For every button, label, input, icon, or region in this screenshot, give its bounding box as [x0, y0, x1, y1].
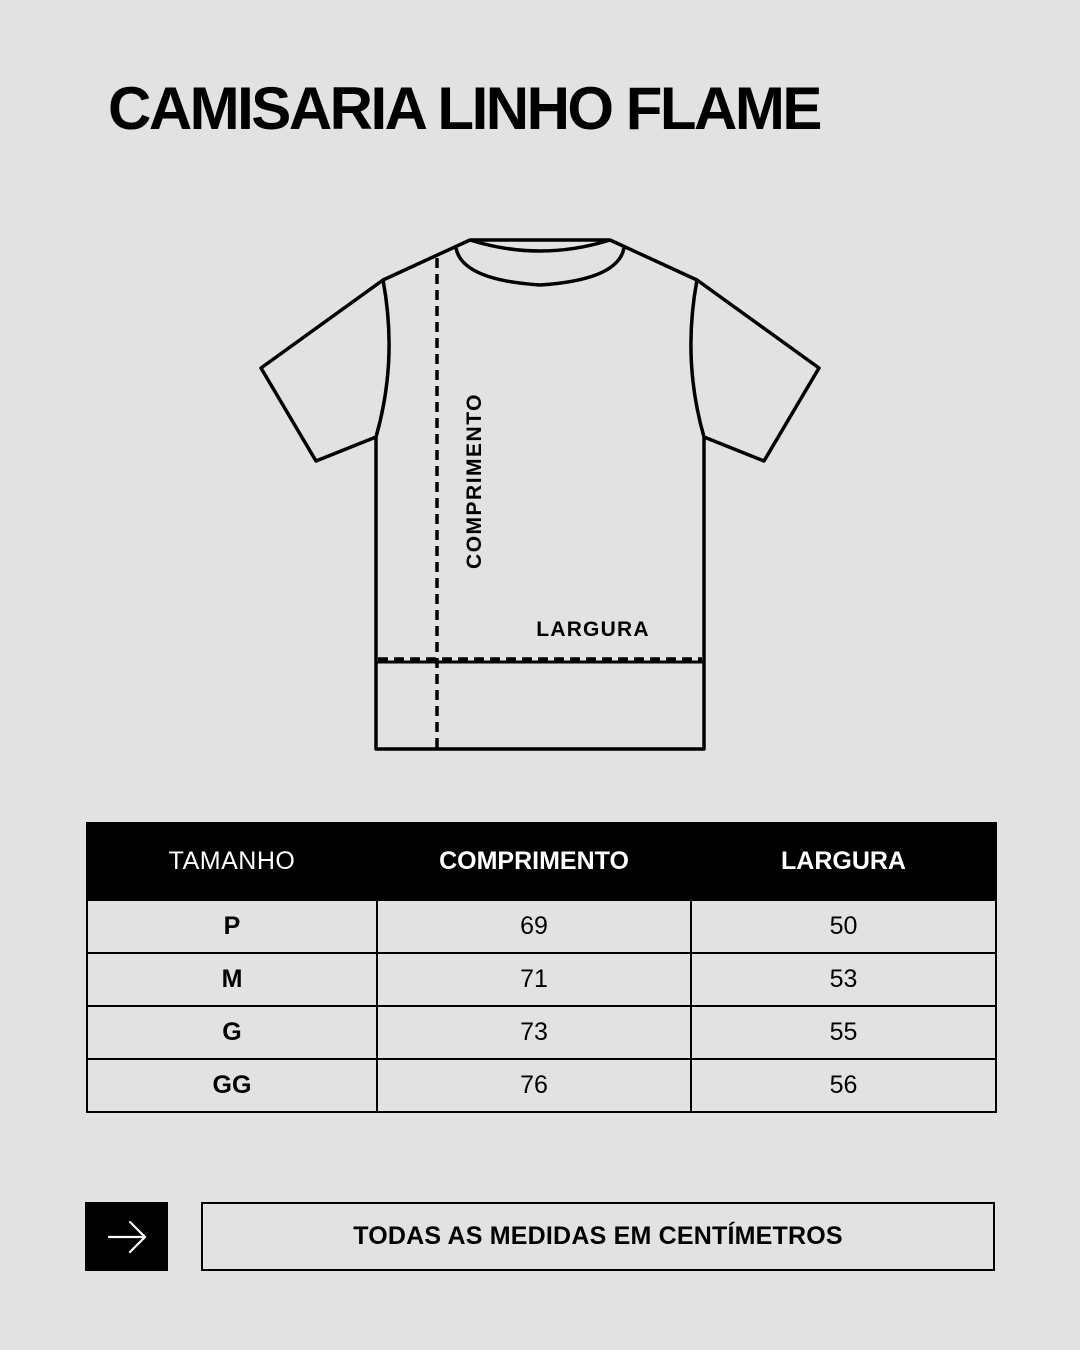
length-cell: 71: [377, 953, 691, 1006]
length-cell: 69: [377, 900, 691, 953]
tshirt-outline-icon: [261, 240, 819, 749]
size-cell: G: [87, 1006, 377, 1059]
length-cell: 76: [377, 1059, 691, 1112]
table-row: [87, 900, 996, 953]
size-cell: M: [87, 953, 377, 1006]
width-label: LARGURA: [536, 618, 650, 641]
measurement-note: [201, 1202, 995, 1271]
measurement-note-text: TODAS AS MEDIDAS EM CENTÍMETROS: [353, 1222, 843, 1250]
size-cell: P: [87, 900, 377, 953]
left-sleeve-seam: [376, 280, 389, 437]
table-row: [87, 953, 996, 1006]
table-header-row: [87, 823, 996, 900]
arrow-box: [85, 1202, 168, 1271]
width-cell: 53: [691, 953, 996, 1006]
arrow-right-icon: [105, 1215, 149, 1259]
length-label: COMPRIMENTO: [463, 393, 486, 569]
page-title: CAMISARIA LINHO FLAME: [108, 75, 820, 142]
column-header-width: LARGURA: [691, 823, 996, 900]
width-cell: 56: [691, 1059, 996, 1112]
length-cell: 73: [377, 1006, 691, 1059]
column-header-length: COMPRIMENTO: [377, 823, 691, 900]
collar-inner: [456, 248, 624, 285]
tshirt-body-outline: [261, 240, 819, 749]
width-cell: 55: [691, 1006, 996, 1059]
table-row: [87, 1006, 996, 1059]
width-cell: 50: [691, 900, 996, 953]
size-cell: GG: [87, 1059, 377, 1112]
table-row: [87, 1059, 996, 1112]
column-header-size: TAMANHO: [87, 823, 377, 900]
right-sleeve-seam: [691, 280, 704, 437]
size-chart-table: [86, 822, 997, 1113]
